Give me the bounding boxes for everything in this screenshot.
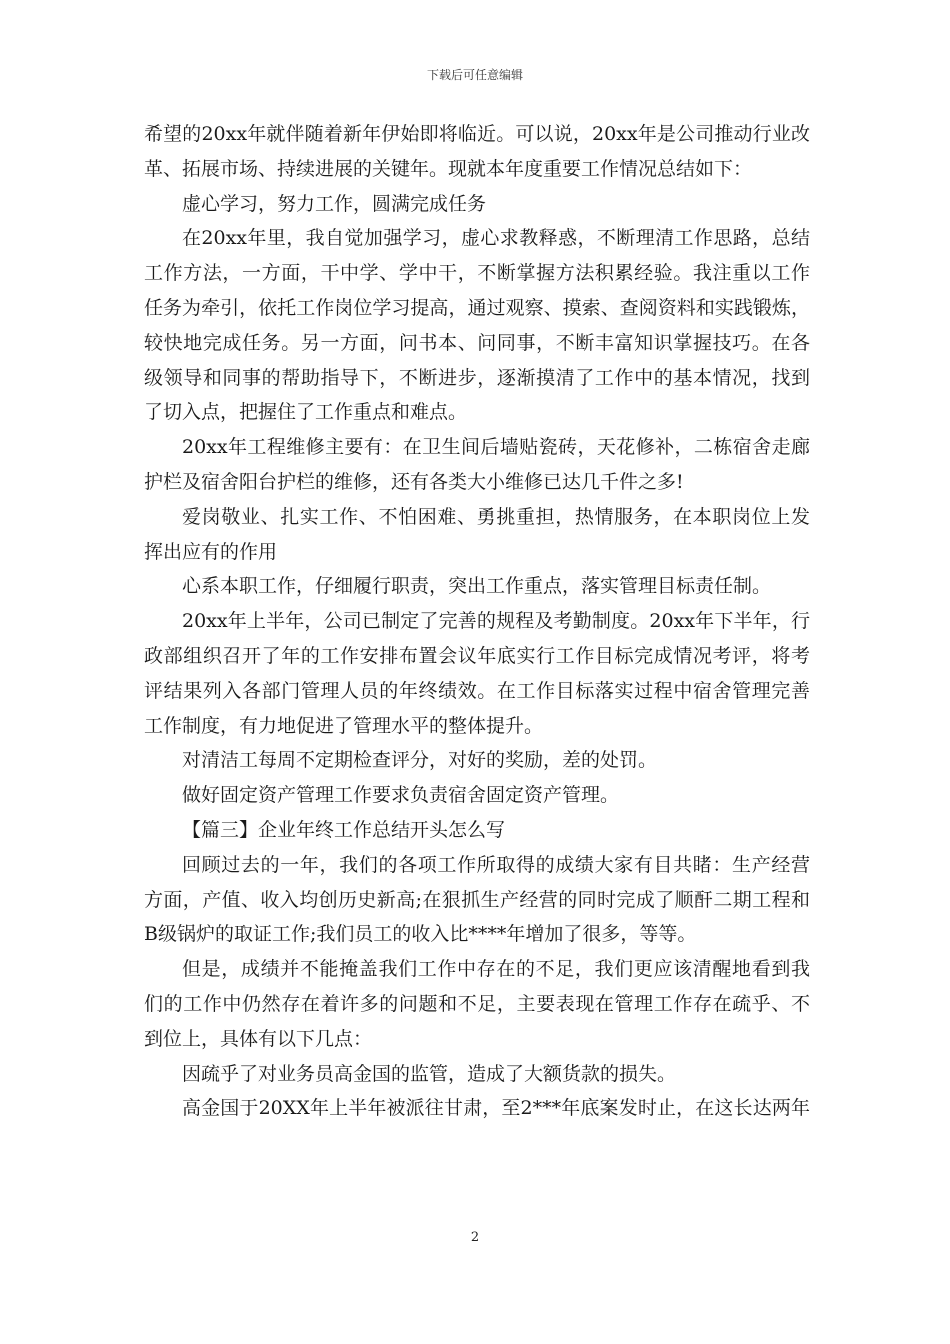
text-line: 方面，产值、收入均创历史新高;在狠抓生产经营的同时完成了顺酐二期工程和 [144,888,810,911]
text-line: 20xx年工程维修主要有：在卫生间后墙贴瓷砖，天花修补，二栋宿舍走廊 [182,436,810,459]
section-heading: 挥出应有的作用 [144,540,278,563]
section-heading: 虚心学习，努力工作，圆满完成任务 [182,192,487,215]
text-line: 级领导和同事的帮助指导下，不断进步，逐渐摸清了工作中的基本情况，找到 [144,366,810,389]
text-line: 希望的20xx年就伴随着新年伊始即将临近。可以说，20xx年是公司推动行业改 [144,123,810,145]
text-line: 20xx年上半年，公司已制定了完善的规程及考勤制度。20xx年下半年，行 [182,610,810,633]
text-line: 工作方法，一方面，干中学、学中干，不断掌握方法积累经验。我注重以工作 [144,262,810,285]
text-line: 到位上，具体有以下几点： [144,1027,373,1050]
text-line: 政部组织召开了年的工作安排布置会议年底实行工作目标完成情况考评，将考 [144,644,810,667]
text-line: 工作制度，有力地促进了管理水平的整体提升。 [144,714,544,737]
text-line: 做好固定资产管理工作要求负责宿舍固定资产管理。 [182,784,620,807]
document-body [144,117,810,1126]
text-line: 因疏乎了对业务员高金国的监管，造成了大额货款的损失。 [182,1062,677,1085]
text-line: 回顾过去的一年，我们的各项工作所取得的成绩大家有目共睹：生产经营 [182,853,810,876]
page-number: 2 [470,1230,480,1245]
text-line: 高金国于20XX年上半年被派往甘肃，至2***年底案发时止，在这长达两年 [182,1097,810,1120]
text-line: 较快地完成任务。另一方面，问书本、问同事，不断丰富知识掌握技巧。在各 [144,331,810,354]
section-heading: 爱岗敬业、扎实工作、不怕困难、勇挑重担，热情服务，在本职岗位上发 [182,505,810,528]
text-line: 们的工作中仍然存在着许多的问题和不足，主要表现在管理工作存在疏乎、不 [144,992,810,1015]
text-line: 革、拓展市场、持续进展的关键年。现就本年度重要工作情况总结如下： [144,157,753,180]
text-line: B级锅炉的取证工作;我们员工的收入比****年增加了很多，等等。 [144,923,697,946]
article-heading: 【篇三】企业年终工作总结开头怎么写 [182,818,506,841]
page-header: 下载后可任意编辑 [426,68,523,82]
text-line: 任务为牵引，依托工作岗位学习提高，通过观察、摸索、查阅资料和实践锻炼， [144,296,810,319]
text-line: 但是，成绩并不能掩盖我们工作中存在的不足，我们更应该清醒地看到我 [182,958,810,981]
section-heading: 心系本职工作，仔细履行职责，突出工作重点，落实管理目标责任制。 [182,575,772,598]
text-line: 在20xx年里，我自觉加强学习，虚心求教释惑，不断理清工作思路，总结 [182,227,810,250]
text-line: 对清洁工每周不定期检查评分，对好的奖励，差的处罚。 [182,749,658,772]
text-line: 评结果列入各部门管理人员的年终绩效。在工作目标落实过程中宿舍管理完善 [144,679,810,702]
text-line: 护栏及宿舍阳台护栏的维修，还有各类大小维修已达几千件之多! [144,470,684,493]
text-line: 了切入点，把握住了工作重点和难点。 [144,401,468,424]
